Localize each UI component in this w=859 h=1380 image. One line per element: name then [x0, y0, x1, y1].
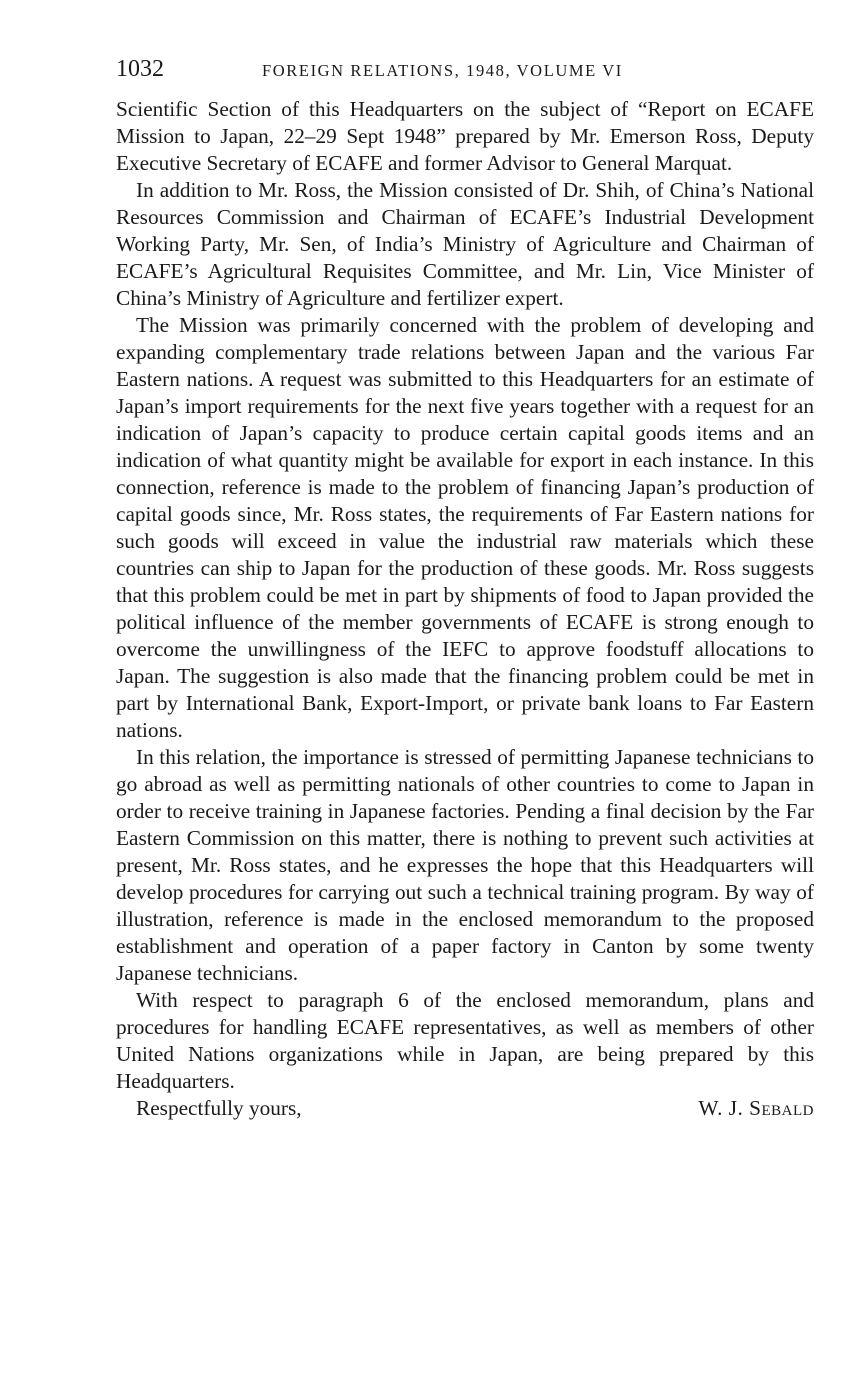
- closing-block: [116, 1095, 814, 1125]
- paragraph-technicians: In this relation, the importance is stressed of permitting Japanese technicians to go abroad as well as permitting nationals of other countries to come to Japan in order to receive training in Japanese factories. Pending a final decision by the Far Eastern Commission on this matter, there is nothing to prevent such activities at present, Mr. Ross states, and he expresses the hope that this Headquarters will develop procedures for carrying out such a technical training program. By way of illustration, reference is made in the enclosed memorandum to the proposed establishment and operation of a paper factory in Canton by some twenty Japanese technicians.: [116, 745, 814, 985]
- paragraph-procedures: With respect to paragraph 6 of the enclosed memorandum, plans and procedures for handling ECAFE representatives, as well as members of other United Nations organizations while in Japan, are being prepared by this Headquarters.: [116, 988, 814, 1093]
- signature: W. J. Sebald: [698, 1096, 814, 1120]
- running-head: [116, 52, 814, 86]
- running-title: FOREIGN RELATIONS, 1948, VOLUME VI: [262, 61, 623, 80]
- complimentary-close: Respectfully yours,: [136, 1096, 302, 1120]
- document-page: [116, 52, 814, 1125]
- paragraph-mission-members: In addition to Mr. Ross, the Mission consisted of Dr. Shih, of China’s National Resources Commission and Chairman of ECAFE’s Industrial Development Working Party, Mr. Sen, of India’s Ministry of Agriculture and Chairman of ECAFE’s Agricultural Requisites Committee, and Mr. Lin, Vice Minister of China’s Ministry of Agriculture and fertilizer expert.: [116, 178, 814, 310]
- paragraph-continued: Scientific Section of this Headquarters on the subject of “Report on ECAFE Mission to Japan, 22–29 Sept 1948” prepared by Mr. Emerson Ross, Deputy Executive Secretary of ECAFE and former Advisor to General Marquat.: [116, 97, 814, 175]
- page-number: 1032: [116, 56, 164, 82]
- body-text: [116, 96, 814, 1095]
- paragraph-mission-purpose: The Mission was primarily concerned with the problem of developing and expanding complementary trade relations between Japan and the various Far Eastern nations. A request was submitted to this Headquarters for an estimate of Japan’s import requirements for the next five years together with a request for an indication of Japan’s capacity to produce certain capital goods items and an indication of what quantity might be available for export in each instance. In this connection, reference is made to the problem of financing Japan’s production of capital goods since, Mr. Ross states, the requirements of Far Eastern nations for such goods will exceed in value the industrial raw materials which these countries can ship to Japan for the production of these goods. Mr. Ross suggests that this problem could be met in part by shipments of food to Japan provided the political influence of the member governments of ECAFE is strong enough to overcome the unwillingness of the IEFC to approve foodstuff allocations to Japan. The suggestion is also made that the financing problem could be met in part by International Bank, Export-Import, or private bank loans to Far Eastern nations.: [116, 313, 814, 742]
